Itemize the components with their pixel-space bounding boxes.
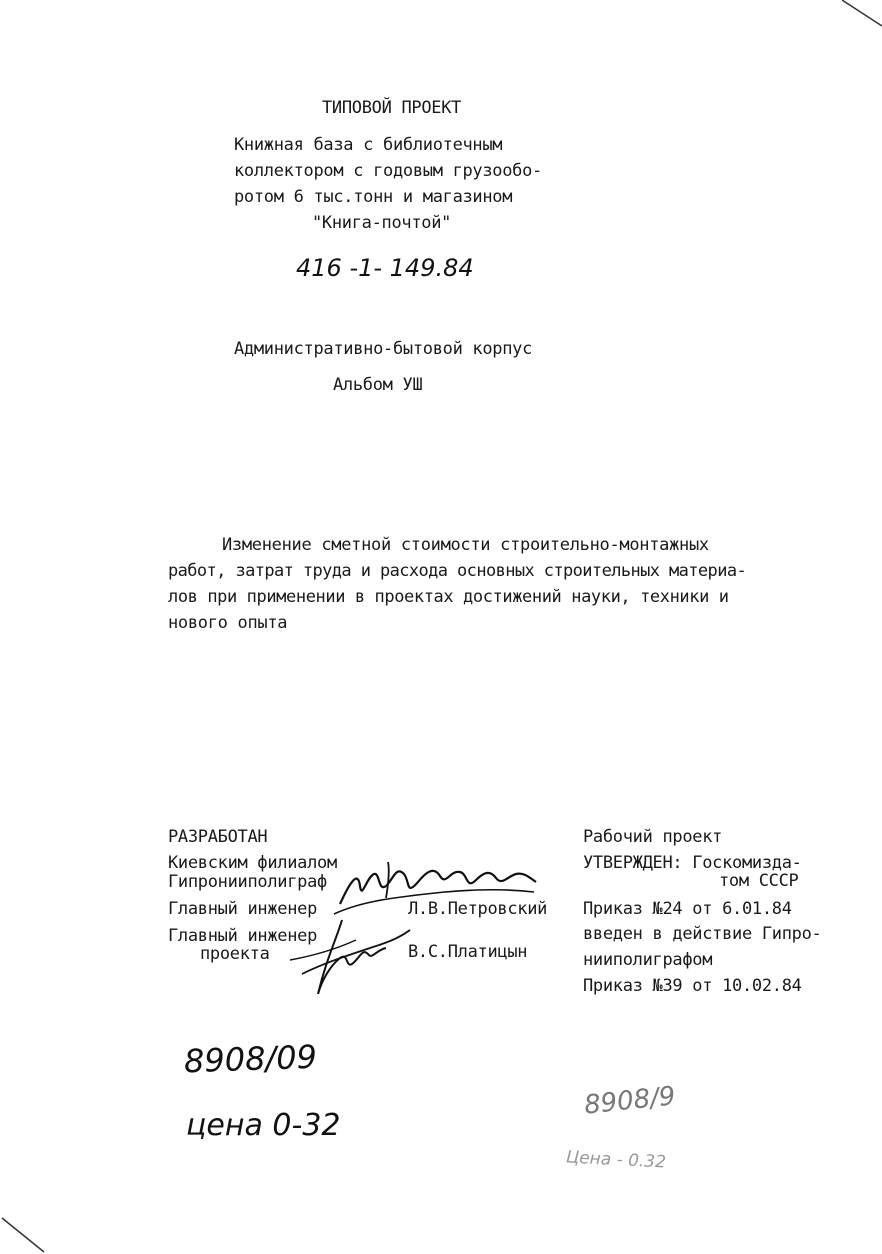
chief-engineer-name: Л.В.Петровский: [408, 899, 548, 919]
project-name-line-3: ротом 6 тыс.тонн и магазином: [234, 187, 513, 207]
handwritten-price: цена 0-32: [186, 1108, 341, 1143]
developer-org-line-1: Киевским филиалом: [168, 853, 337, 873]
developed-heading: РАЗРАБОТАН: [168, 827, 268, 847]
description-line-1: Изменение сметной стоимости строительно-монтажных: [222, 535, 709, 555]
album-number: Альбом УШ: [333, 375, 423, 395]
chief-engineer-label: Главный инженер: [168, 899, 318, 919]
description-line-2: работ, затрат труда и расхода основных строительных материа-: [168, 561, 747, 581]
approved-line-1: Рабочий проект: [583, 827, 723, 847]
project-name-line-4: "Книга-почтой": [312, 213, 452, 233]
handwritten-inventory-number: 8908/09: [183, 1037, 318, 1081]
project-engineer-label-1: Главный инженер: [168, 926, 318, 946]
approved-line-3: том СССР: [719, 871, 799, 891]
signature-project-engineer: [282, 910, 422, 1000]
corner-mark-bottom-left: [0, 1214, 46, 1254]
description-line-4: нового опыта: [168, 613, 288, 633]
project-name-line-1: Книжная база с библиотечным: [234, 135, 503, 155]
approved-order-1: Приказ №24 от 6.01.84: [583, 899, 792, 919]
developer-org-line-2: Гипронииполиграф: [168, 872, 327, 892]
pencil-inventory-number: 8908/9: [582, 1081, 677, 1121]
description-line-3: лов при применении в проектах достижений науки, техники и: [168, 587, 729, 607]
building-name: Административно-бытовой корпус: [234, 339, 533, 359]
document-title: ТИПОВОЙ ПРОЕКТ: [322, 98, 462, 118]
project-engineer-label-2: проекта: [200, 944, 270, 964]
project-engineer-name: В.С.Платицын: [408, 942, 528, 962]
approved-line-5: введен в действие Гипро-: [583, 924, 822, 944]
corner-mark-top-right: [842, 0, 882, 30]
approved-order-2: Приказ №39 от 10.02.84: [583, 976, 802, 996]
approved-line-6: нииполиграфом: [583, 950, 713, 970]
approved-line-2: УТВЕРЖДЕН: Госкомизда-: [583, 853, 802, 873]
project-name-line-2: коллектором с годовым грузообо-: [234, 161, 542, 181]
pencil-price: Цена - 0.32: [565, 1147, 667, 1173]
project-number: 416 -1- 149.84: [296, 254, 474, 282]
